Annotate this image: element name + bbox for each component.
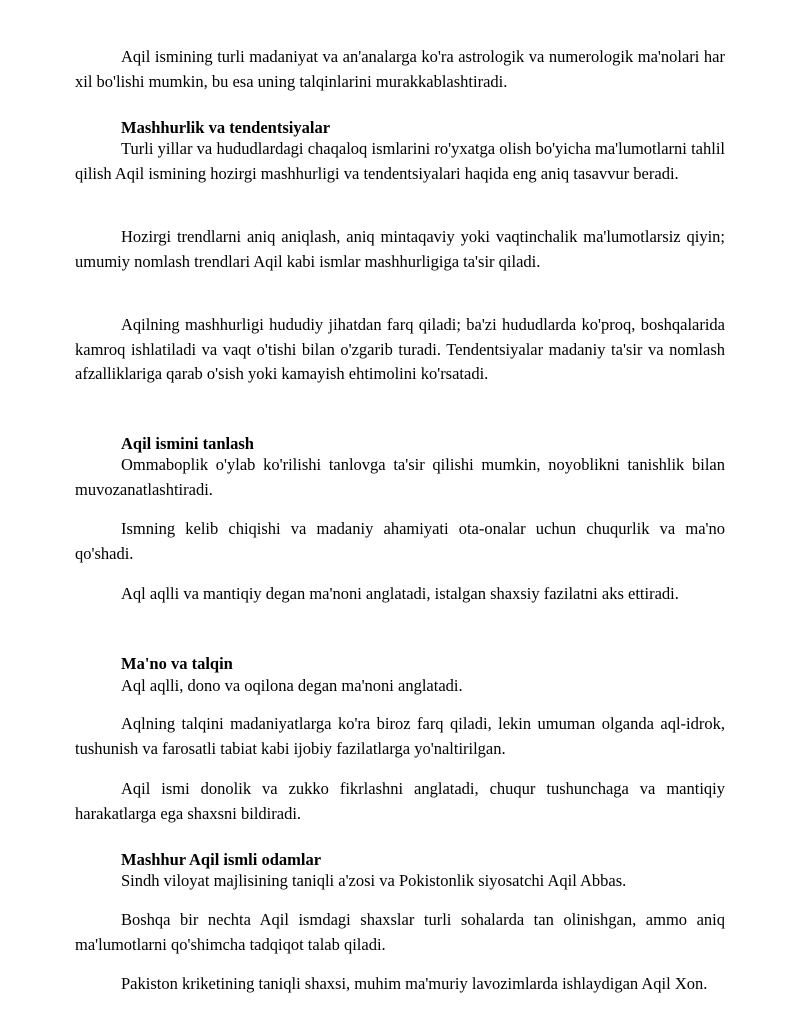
paragraph: Aql aqlli va mantiqiy degan ma'noni anglatadi, istalgan shaxsiy fazilatni aks ettiradi. <box>121 584 679 603</box>
paragraph: Aqilning mashhurligi hududiy jihatdan farq qiladi; ba'zi hududlarda ko'proq, boshqalarida kamroq ishlatiladi va vaqt o'tishi bilan o'zgarib turadi. Tendentsiyalar madaniy ta'sir va nomlash afzalliklariga qarab o'sish yoki kamayish ehtimolini ko'rsatadi. <box>75 315 725 383</box>
paragraph: Ismning kelib chiqishi va madaniy ahamiyati ota-onalar uchun chuqurlik va ma'no qo'shadi. <box>75 519 725 563</box>
section-heading-choosing: Aqil ismini tanlash <box>121 434 254 453</box>
section-heading-famous-people: Mashhur Aqil ismli odamlar <box>121 850 322 869</box>
paragraph: Sindh viloyat majlisining taniqli a'zosi va Pokistonlik siyosatchi Aqil Abbas. <box>121 871 627 890</box>
paragraph: Ommaboplik o'ylab ko'rilishi tanlovga ta'sir qilishi mumkin, noyoblikni tanishlik bilan muvozanatlashtiradi. <box>75 455 725 499</box>
paragraph: Hozirgi trendlarni aniq aniqlash, aniq mintaqaviy yoki vaqtinchalik ma'lumotlarsiz qiyin; umumiy nomlash trendlari Aqil kabi ismlar mashhurligiga ta'sir qiladi. <box>75 227 725 271</box>
intro-paragraph: Aqil ismining turli madaniyat va an'analarga ko'ra astrologik va numerologik ma'nolari har xil bo'lishi mumkin, bu esa uning talqinlarini murakkablashtiradi. <box>75 47 725 91</box>
paragraph: Aqlning talqini madaniyatlarga ko'ra biroz farq qiladi, lekin umuman olganda aql-idrok, tushunish va farosatli tabiat kabi ijobiy fazilatlarga yo'naltirilgan. <box>75 714 725 758</box>
section-heading-popularity: Mashhurlik va tendentsiyalar <box>121 118 331 137</box>
section-heading-meaning: Ma'no va talqin <box>121 654 233 673</box>
paragraph: Pakiston kriketining taniqli shaxsi, muhim ma'muriy lavozimlarda ishlaydigan Aqil Xon. <box>121 974 708 993</box>
paragraph: Boshqa bir nechta Aqil ismdagi shaxslar turli sohalarda tan olinishgan, ammo aniq ma'lumotlarni qo'shimcha tadqiqot talab qiladi. <box>75 910 725 954</box>
paragraph: Turli yillar va hududlardagi chaqaloq ismlarini ro'yxatga olish bo'yicha ma'lumotlarni tahlil qilish Aqil ismining hozirgi mashhurligi va tendentsiyalari haqida eng aniq tasavvur beradi. <box>75 139 725 183</box>
paragraph: Aql aqlli, dono va oqilona degan ma'noni anglatadi. <box>121 676 463 695</box>
paragraph: Aqil ismi donolik va zukko fikrlashni anglatadi, chuqur tushunchaga va mantiqiy harakatlarga ega shaxsni bildiradi. <box>75 779 725 823</box>
